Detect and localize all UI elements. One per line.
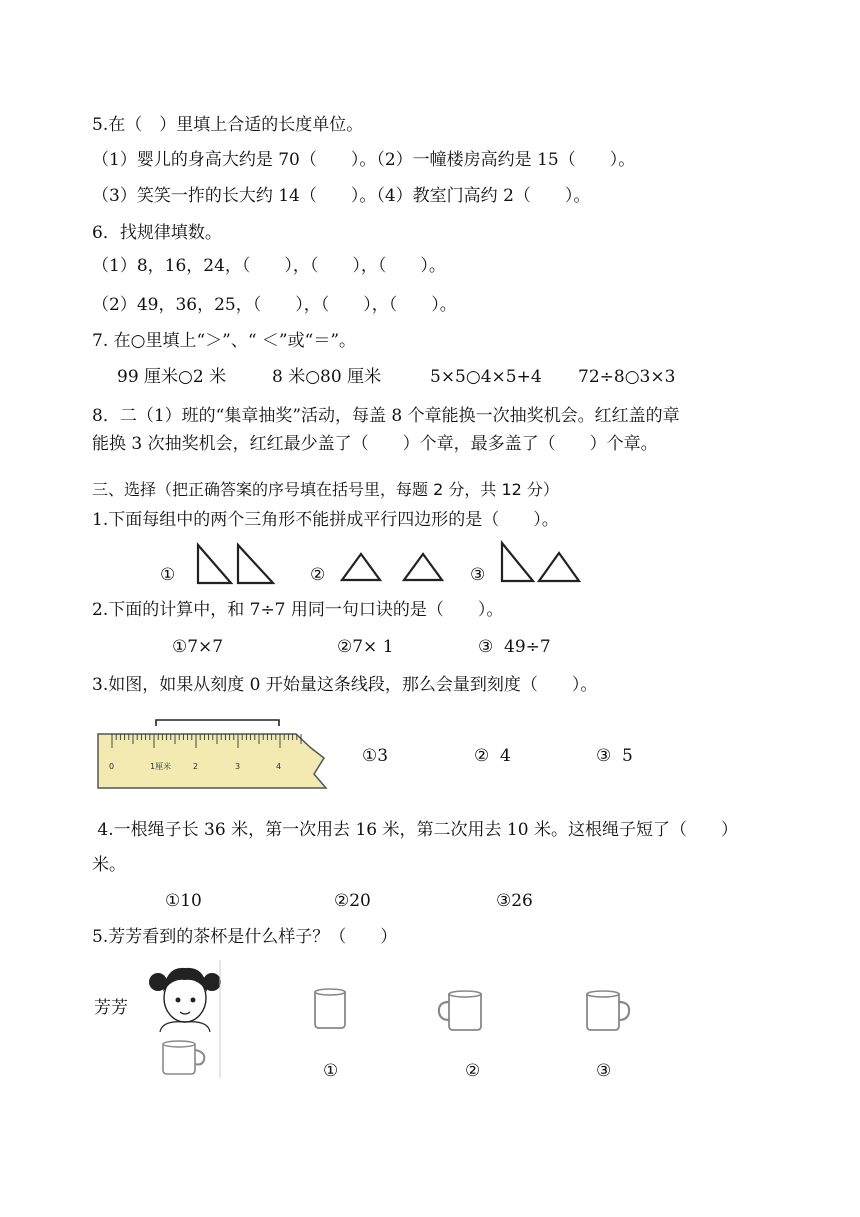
q6-line2: （2）49，36，25，（ ），（ ），（ ）。 [92, 295, 457, 315]
c3-text: 3.如图，如果从刻度 0 开始量这条线段，那么会量到刻度（ ）。 [92, 675, 598, 695]
c2-option-2: ②7× 1 [337, 637, 394, 657]
c1-option-3: ③ [470, 565, 486, 585]
q6-line1: （1）8，16，24，（ ），（ ），（ ）。 [92, 256, 446, 276]
cup-view-3-icon [583, 990, 635, 1034]
ruler-figure [96, 718, 336, 798]
q7-item-2: 8 米○80 厘米 [272, 367, 382, 387]
q7-title: 7. 在○里填上“＞”、“ ＜”或“＝”。 [92, 331, 357, 351]
c1-triangles-2 [340, 550, 450, 582]
c5-option-2: ② [465, 1061, 481, 1081]
q8-line1: 8．二（1）班的“集章抽奖”活动，每盖 8 个章能换一次抽奖机会。红红盖的章 [92, 406, 680, 426]
c4-option-1: ①10 [165, 891, 202, 911]
q8-line2: 能换 3 次抽奖机会，红红最少盖了（ ）个章，最多盖了（ ）个章。 [92, 434, 658, 454]
c2-option-1: ①7×7 [172, 637, 224, 657]
c5-option-1: ① [323, 1061, 339, 1081]
q6-title: 6．找规律填数。 [92, 223, 222, 243]
c4-option-2: ②20 [334, 891, 371, 911]
c2-option-3: ③ 49÷7 [478, 637, 551, 657]
c1-option-2: ② [310, 565, 326, 585]
cup-view-1-icon [310, 988, 350, 1032]
q5-line1: （1）婴儿的身高大约是 70（ ）。（2）一幢楼房高约是 15（ ）。 [92, 150, 636, 170]
c2-text: 2.下面的计算中，和 7÷7 用同一句口诀的是（ ）。 [92, 600, 504, 620]
ruler-label-0: 0 [109, 762, 115, 771]
c3-option-1: ①3 [362, 746, 389, 766]
c1-option-1: ① [160, 565, 176, 585]
c3-option-3: ③ 5 [596, 746, 633, 766]
c4-line1: 4.一根绳子长 36 米，第一次用去 16 米，第二次用去 10 米。这根绳子短了（ ） [92, 820, 738, 840]
girl-with-cup-icon [148, 960, 224, 1078]
ruler-label-1: 1厘米 [150, 762, 172, 771]
q5-line2: （3）笑笑一拃的长大约 14（ ）。（4）教室门高约 2（ ）。 [92, 186, 591, 206]
c4-option-3: ③26 [496, 891, 533, 911]
c5-text: 5.芳芳看到的茶杯是什么样子？（ ） [92, 927, 398, 947]
q7-item-3: 5×5○4×5+4 [430, 367, 542, 387]
c5-option-3: ③ [596, 1061, 612, 1081]
c1-text: 1.下面每组中的两个三角形不能拼成平行四边形的是（ ）。 [92, 510, 559, 530]
q5-title: 5.在（ ）里填上合适的长度单位。 [92, 115, 364, 135]
q7-item-1: 99 厘米○2 米 [117, 367, 227, 387]
section-heading: 三、选择（把正确答案的序号填在括号里，每题 2 分，共 12 分） [92, 480, 559, 499]
c1-triangles-3 [498, 541, 584, 583]
c1-triangles-1 [195, 543, 280, 585]
ruler-label-4: 4 [276, 762, 282, 771]
q7-item-4: 72÷8○3×3 [578, 367, 676, 387]
c3-option-2: ② 4 [474, 746, 511, 766]
ruler-label-2: 2 [193, 762, 199, 771]
ruler-label-3: 3 [235, 762, 241, 771]
c4-line2: 米。 [92, 855, 126, 875]
c5-name-label: 芳芳 [94, 998, 128, 1018]
cup-view-2-icon [435, 990, 491, 1034]
